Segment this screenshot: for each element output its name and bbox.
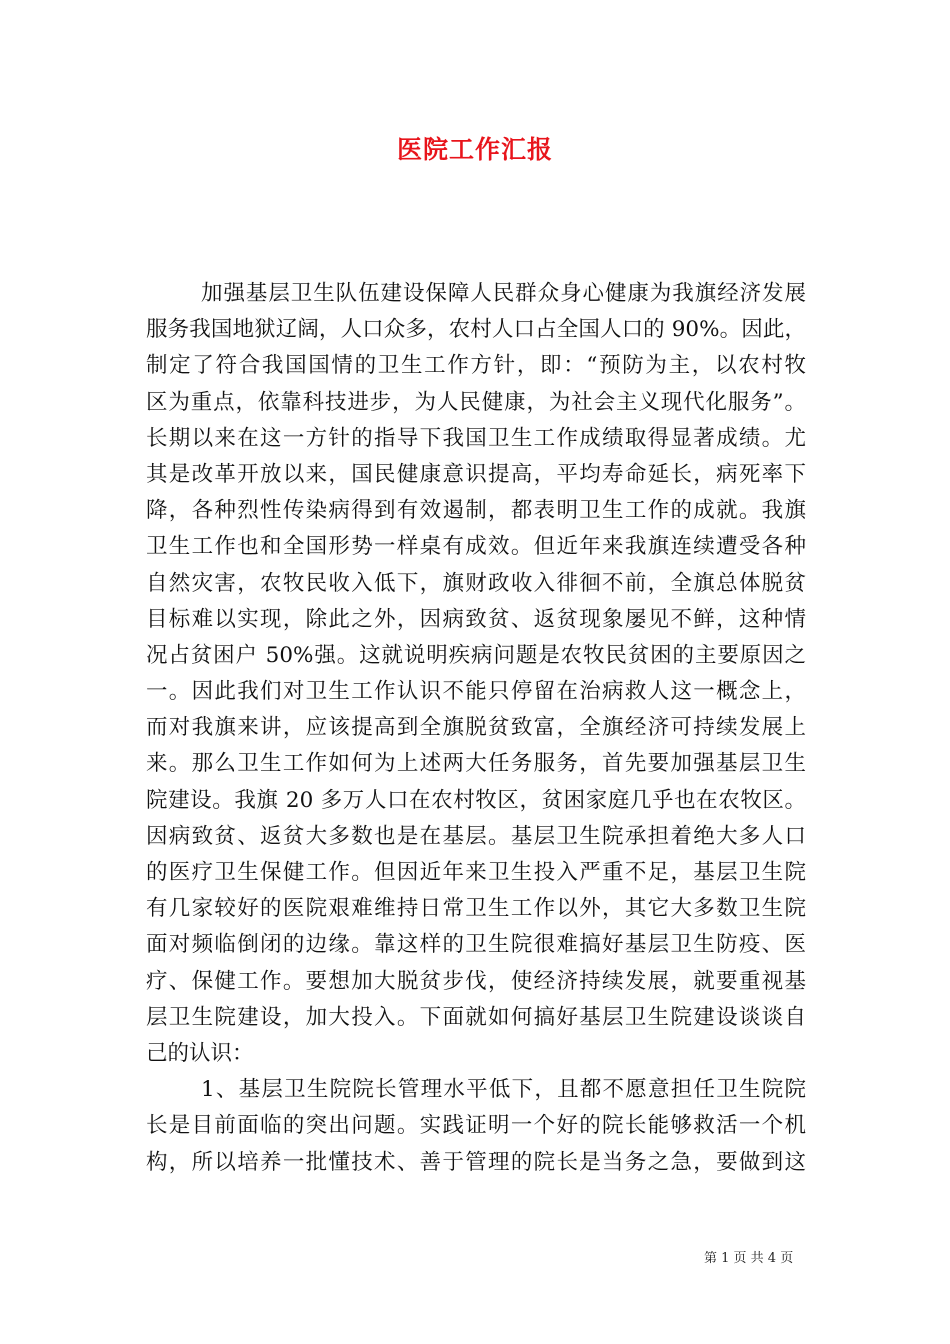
paragraph-line: 况占贫困户 50%强。这就说明疾病问题是农牧民贫困的主要原因之 (146, 642, 806, 668)
paragraph-line: 的医疗卫生保健工作。但因近年来卫生投入严重不足，基层卫生院 (146, 860, 806, 885)
paragraph-line: 卫生工作也和全国形势一样桌有成效。但近年来我旗连续遭受各种 (146, 534, 806, 560)
paragraph-line: 院建设。我旗 20 多万人口在农村牧区，贫困家庭几乎也在农牧区。 (146, 787, 806, 813)
paragraph-line: 面对频临倒闭的边缘。靠这样的卫生院很难搞好基层卫生防疫、医 (146, 932, 806, 958)
paragraph-line: 目标难以实现，除此之外，因病致贫、返贫现象屡见不鲜，这种情 (146, 606, 806, 632)
document-title: 医院工作汇报 (396, 135, 553, 164)
paragraph-line: 一。因此我们对卫生工作认识不能只停留在治病救人这一概念上， (146, 679, 806, 705)
paragraph-line: 因病致贫、返贫大多数也是在基层。基层卫生院承担着绝大多人口 (146, 823, 806, 849)
paragraph-line: 降，各种烈性传染病得到有效遏制，都表明卫生工作的成就。我旗 (146, 498, 806, 524)
paragraph-line: 疗、保健工作。要想加大脱贫步伐，使经济持续发展，就要重视基 (146, 968, 806, 994)
paragraph-line: 制定了符合我国国情的卫生工作方针，即：“预防为主，以农村牧 (146, 353, 806, 379)
paragraph-line: 区为重点，依靠科技进步，为人民健康，为社会主义现代化服务”。 (146, 389, 806, 415)
paragraph-line: 而对我旗来讲，应该提高到全旗脱贫致富，全旗经济可持续发展上 (146, 715, 806, 741)
paragraph-line: 有几家较好的医院艰难维持日常卫生工作以外，其它大多数卫生院 (146, 896, 806, 922)
paragraph-line: 长是目前面临的突出问题。实践证明一个好的院长能够救活一个机 (146, 1113, 806, 1139)
paragraph-line: 其是改革开放以来，国民健康意识提高，平均寿命延长，病死率下 (146, 461, 806, 487)
paragraph-line: 己的认识： (146, 1040, 254, 1066)
paragraph-line: 长期以来在这一方针的指导下我国卫生工作成绩取得显著成绩。尤 (146, 425, 806, 451)
paragraph-line: 1、基层卫生院院长管理水平低下，且都不愿意担任卫生院院 (201, 1077, 806, 1103)
paragraph-line: 自然灾害，农牧民收入低下，旗财政收入徘徊不前，全旗总体脱贫 (146, 570, 806, 596)
document-body (146, 276, 806, 1181)
paragraph-line: 层卫生院建设，加大投入。下面就如何搞好基层卫生院建设谈谈自 (146, 1004, 806, 1030)
paragraph-line: 构，所以培养一批懂技术、善于管理的院长是当务之急，要做到这 (146, 1149, 806, 1175)
paragraph-line: 来。那么卫生工作如何为上述两大任务服务，首先要加强基层卫生 (146, 751, 806, 777)
paragraph-line: 服务我国地狱辽阔，人口众多，农村人口占全国人口的 90%。因此， (146, 317, 806, 343)
page-number-footer: 第 1 页 共 4 页 (704, 1251, 794, 1266)
paragraph-line: 加强基层卫生队伍建设保障人民群众身心健康为我旗经济发展 (201, 281, 806, 306)
